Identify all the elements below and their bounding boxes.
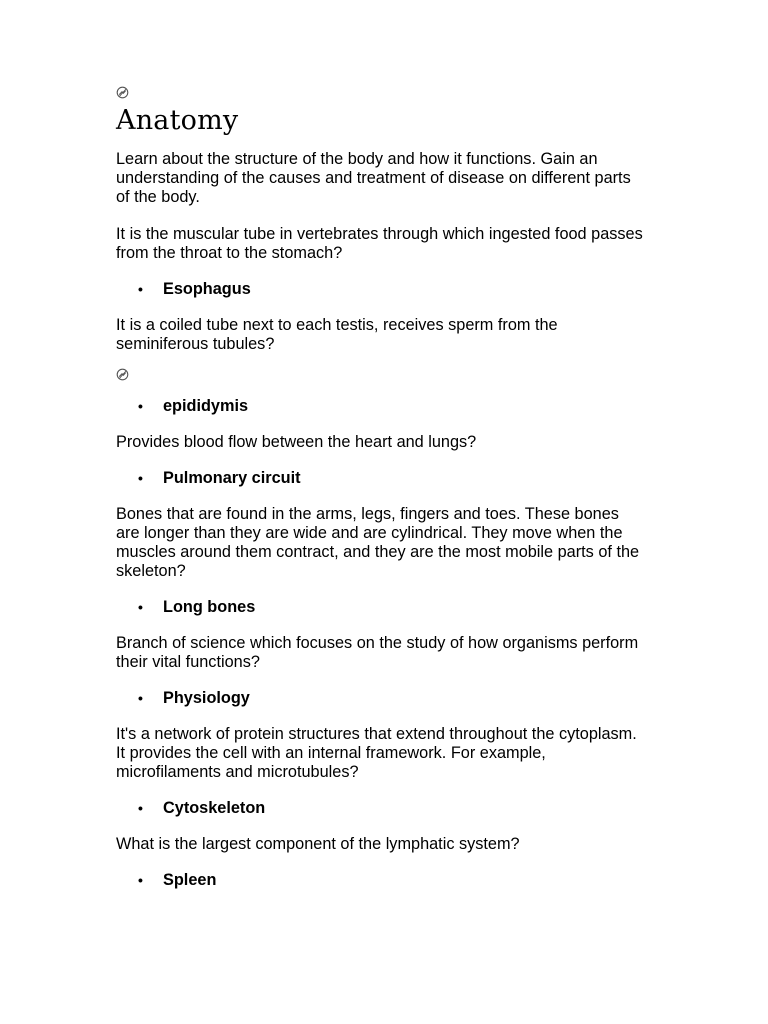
question-text: Bones that are found in the arms, legs, fingers and toes. These bones are longer than they are wide and are cylindrical. They move when the muscles around them contract, and they are the most mobile parts of the skeleton? <box>116 505 640 580</box>
question-text: It is the muscular tube in vertebrates through which ingested food passes from the throat to the stomach? <box>116 225 643 262</box>
question-text: Provides blood flow between the heart and lungs? <box>116 433 477 451</box>
broken-image-icon <box>116 368 129 381</box>
document-page <box>116 86 646 890</box>
bullet-marker: • <box>138 690 143 706</box>
bullet-marker: • <box>138 470 143 486</box>
answer-text: Physiology <box>163 689 250 707</box>
bullet-marker: • <box>138 281 143 297</box>
question-text: It is a coiled tube next to each testis, receives sperm from the seminiferous tubules? <box>116 316 558 353</box>
answer-text: Esophagus <box>163 280 251 298</box>
page-title: Anatomy <box>116 105 239 136</box>
answer-item <box>116 469 646 488</box>
answer-text: Spleen <box>163 871 217 889</box>
bullet-marker: • <box>138 599 143 615</box>
answer-text: Pulmonary circuit <box>163 469 301 487</box>
answer-item <box>116 598 646 617</box>
intro-text: Learn about the structure of the body and how it functions. Gain an understanding of the causes and treatment of disease on different parts of the body. <box>116 150 631 206</box>
answer-item <box>116 397 646 416</box>
answer-item <box>116 280 646 299</box>
answer-text: Long bones <box>163 598 256 616</box>
answer-item <box>116 871 646 890</box>
bullet-marker: • <box>138 872 143 888</box>
bullet-marker: • <box>138 398 143 414</box>
answer-item <box>116 689 646 708</box>
question-text: It's a network of protein structures that extend throughout the cytoplasm. It provides the cell with an internal framework. For example, microfilaments and microtubules? <box>116 725 637 781</box>
answer-text: epididymis <box>163 397 249 415</box>
answer-text: Cytoskeleton <box>163 799 266 817</box>
broken-image-icon <box>116 86 129 99</box>
bullet-marker: • <box>138 800 143 816</box>
question-text: Branch of science which focuses on the study of how organisms perform their vital functions? <box>116 634 639 671</box>
answer-item <box>116 799 646 818</box>
question-text: What is the largest component of the lymphatic system? <box>116 835 520 853</box>
